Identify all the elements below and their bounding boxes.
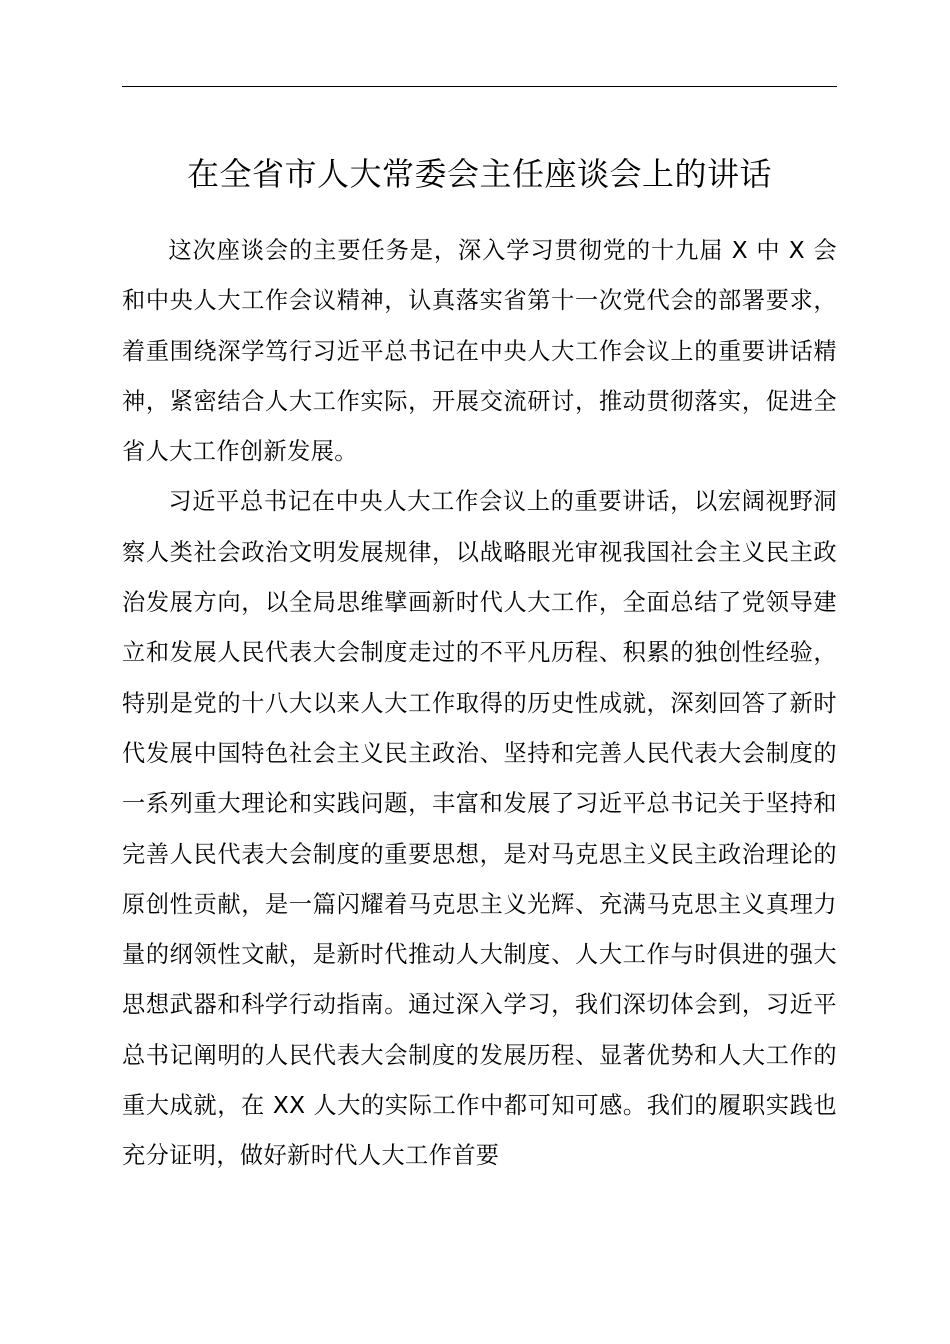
- paragraph-1: 这次座谈会的主要任务是，深入学习贯彻党的十九届 X 中 X 会和中央人大工作会议精神，认真落实省第十一次党代会的部署要求，着重围绕深学笃行习近平总书记在中央人大工作会议上的重要讲话精神，紧密结合人大工作实际，开展交流研讨，推动贯彻落实，促进全省人大工作创新发展。: [122, 237, 837, 466]
- header-rule: [122, 86, 837, 87]
- paragraph-2: 习近平总书记在中央人大工作会议上的重要讲话，以宏阔视野洞察人类社会政治文明发展规律，以战略眼光审视我国社会主义民主政治发展方向，以全局思维擘画新时代人大工作，全面总结了党领导建立和发展人民代表大会制度走过的不平凡历程、积累的独创性经验，特别是党的十八大以来人大工作取得的历史性成就，深刻回答了新时代发展中国特色社会主义民主政治、坚持和完善人民代表大会制度的一系列重大理论和实践问题，丰富和发展了习近平总书记关于坚持和完善人民代表大会制度的重要思想，是对马克思主义民主政治理论的原创性贡献，是一篇闪耀着马克思主义光辉、充满马克思主义真理力量的纲领性文献，是新时代推动人大制度、人大工作与时俱进的强大思想武器和科学行动指南。通过深入学习，我们深切体会到，习近平总书记阐明的人民代表大会制度的发展历程、显著优势和人大工作的重大成就，在 XX 人大的实际工作中都可知可感。我们的履职实践也充分证明，做好新时代人大工作首要: [122, 488, 837, 1170]
- document-body: [122, 226, 837, 1182]
- document-title: 在全省市人大常委会主任座谈会上的讲话: [186, 155, 772, 193]
